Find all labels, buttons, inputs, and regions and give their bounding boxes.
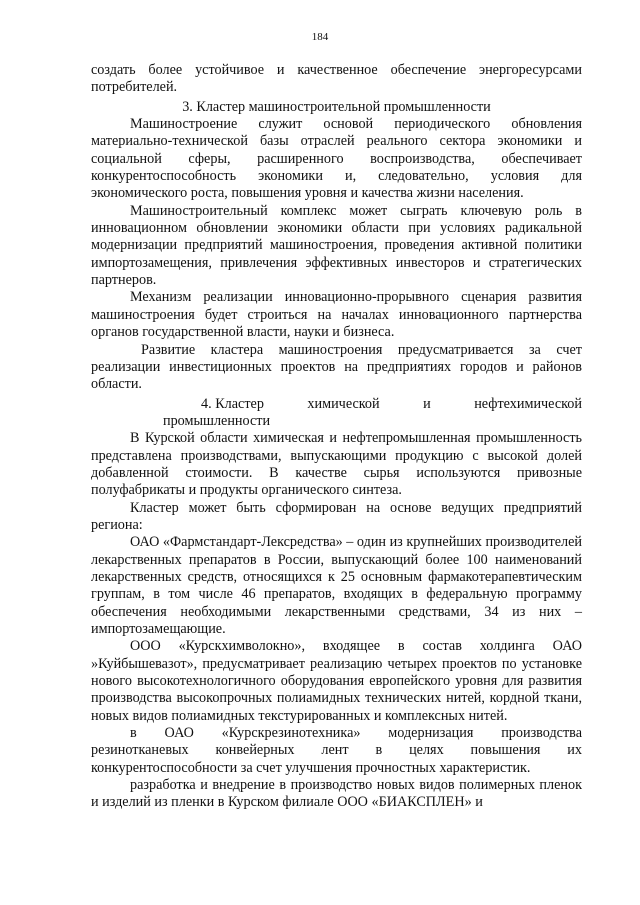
page-number: 184 bbox=[311, 31, 329, 43]
paragraph: создать более устойчивое и качественное обеспечение энергоресурсами потребителей. bbox=[91, 62, 582, 96]
heading-word: и bbox=[423, 395, 431, 412]
heading-word: нефтехимической bbox=[474, 395, 582, 412]
section-heading-3: 3. Кластер машиностроительной промышленности bbox=[182, 98, 491, 115]
paragraph: В Курской области химическая и нефтепромышленная промышленность представлена производствами, выпускающими продукцию с высокой долей добавленной стоимости. В качестве сырья используются привозные полуфабрикаты и продукты органического синтеза. bbox=[91, 430, 582, 499]
body-text bbox=[91, 62, 582, 812]
paragraph: Механизм реализации инновационно-прорывного сценария развития машиностроения будет строиться на началах инновационного партнерства органов государственной власти, науки и бизнеса. bbox=[91, 289, 582, 341]
paragraph: Машиностроение служит основой периодического обновления материально-технической базы отраслей реального сектора экономики и социальной сферы, расширенного воспроизводства, обеспечивает конкурентоспособность экономики и, следовательно, условия для экономического роста, повышения уровня и качества жизни населения. bbox=[91, 116, 582, 202]
paragraph: Развитие кластера машиностроения предусматривается за счет реализации инвестиционных проектов на предприятиях городов и районов области. bbox=[91, 341, 582, 393]
paragraph: ОАО «Фармстандарт-Лексредства» – один из крупнейших производителей лекарственных препаратов в России, выпускающий более 100 наименований лекарственных средств, относящихся к 25 основным фармакотерапевтическим группам, в том числе 46 препаратов, входящих в федеральную программу обеспечения необходимыми лекарственными средствами, 34 из них – импортозамещающие. bbox=[91, 534, 582, 637]
paragraph: ООО «Курскхимволокно», входящее в состав холдинга ОАО »Куйбышевазот», предусматривает реализацию четырех проектов по установке нового высокотехнологичного оборудования европейского уровня для развития производства высокопрочных полиамидных технических нитей, кордной ткани, новых видов полиамидных текстурированных и комплексных нитей. bbox=[91, 638, 582, 724]
heading-line-2: промышленности bbox=[163, 412, 271, 429]
paragraph: разработка и внедрение в производство новых видов полимерных пленок и изделий из пленки в Курском филиале ООО «БИАКСПЛЕН» и bbox=[91, 777, 582, 811]
paragraph: в ОАО «Курскрезинотехника» модернизация производства резинотканевых конвейерных лент в целях повышения их конкурентоспособности за счет улучшения прочностных характеристик. bbox=[91, 725, 582, 776]
paragraph: Машиностроительный комплекс может сыграть ключевую роль в инновационном обновлении экономики области при условиях радикальной модернизации предприятий машиностроения, проведения активной политики импортозамещения, привлечения эффективных инвесторов и стратегических партнеров. bbox=[91, 202, 582, 289]
section-heading-4 bbox=[91, 396, 582, 431]
heading-word: химической bbox=[307, 395, 380, 412]
heading-word: 4. Кластер bbox=[201, 395, 264, 412]
paragraph: Кластер может быть сформирован на основе ведущих предприятий региона: bbox=[91, 499, 582, 533]
